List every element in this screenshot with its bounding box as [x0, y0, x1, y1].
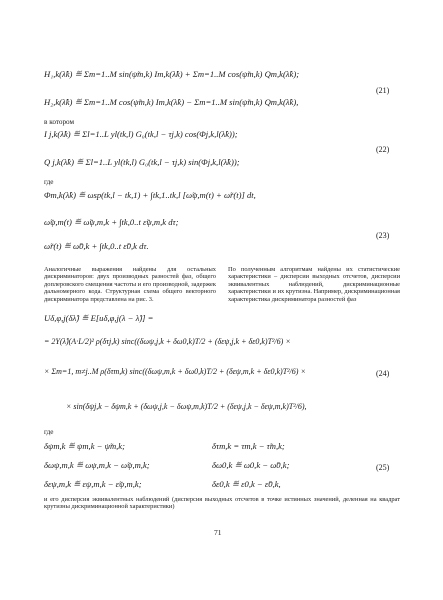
- equation-ik: I j,k(λ̂k) ≝ Σl=1..L yl(tk,l) G₀(tk,l − τj,k) cos(Φj,k,l(λ̂k));: [44, 129, 238, 139]
- left-paragraph: Аналогичные выражения найдены для остальных дискриминаторов: двух производных разностей фаз, общего доплеровского смещения частоты и его производной, задержек дальномерного кода. Структурная схема общего векторного дискриминатора представлена на рис. 3.: [44, 266, 216, 303]
- equation-u-line2: = 2Υ(λ̂)(A·L/2)² ρ(δτj,k) sinc((δωψ,j,k + δω0,k)T/2 + (δεψ,j,k + δε0,k)T²/6) ×: [44, 337, 291, 346]
- right-paragraph: По полученным алгоритмам найдены их статистические характеристики – дисперсии выходных отсчетов, дисперсии эквивалентных наблюдений, дискриминационные характеристики и их крутизна. Например, дискриминационная характеристика дискриминатора разностей фаз: [228, 266, 400, 303]
- equation-delta-psi: δψm,k ≝ ψm,k − ψ̃m,k;: [44, 441, 125, 451]
- equation-omega-psi: ω̃ψ,m(t) ≝ ω̃ψ,m,k + ∫tk,0..t ε̃ψ,m,k dτ;: [44, 217, 179, 227]
- equation-number-23: (23): [376, 231, 390, 240]
- equation-delta-tau: δτm,k = τm,k − τ̃m,k;: [212, 441, 285, 451]
- text-gde-1: где: [44, 178, 54, 186]
- closing-paragraph: и его дисперсия эквивалентных наблюдений (дисперсия выходных отсчетов в точке истинных значений, деленная на квадрат крутизны дискриминационной характеристики): [44, 496, 400, 511]
- equation-delta-eps-psi: δεψ,m,k ≝ εψ,m,k − ε̃ψ,m,k;: [44, 479, 142, 489]
- equation-h2: H₂,k(λ̂k) ≝ Σm=1..M cos(ψ̃m,k) Im,k(λ̂k) − Σm=1..M sin(ψ̃m,k) Qm,k(λ̂k),: [44, 97, 299, 107]
- equation-u-line3: × Σm=1, m≠j..M ρ(δτm,k) sinc((δωψ,m,k + δω0,k)T/2 + (δεψ,m,k + δε0,k)T²/6) ×: [44, 367, 306, 376]
- text-gde-2: где: [44, 428, 54, 436]
- equation-delta-omega-0: δω0,k ≝ ω0,k − ω̃0,k;: [212, 460, 290, 470]
- equation-number-24: (24): [376, 369, 390, 378]
- equation-delta-eps-0: δε0,k ≝ ε0,k − ε̃0,k,: [212, 479, 281, 489]
- equation-number-21: (21): [376, 86, 390, 95]
- equation-u-line4: × sin(δψj,k − δψm,k + (δωψ,j,k − δωψ,m,k)T/2 + (δεψ,j,k − δεψ,m,k)T²/6),: [66, 402, 307, 411]
- equation-number-22: (22): [376, 145, 390, 154]
- equation-h1: H₁,k(λ̂k) ≝ Σm=1..M sin(ψ̃m,k) Im,k(λ̂k) + Σm=1..M cos(ψ̃m,k) Qm,k(λ̂k);: [44, 69, 300, 79]
- equation-qk: Q j,k(λ̂k) ≝ Σl=1..L yl(tk,l) G₀(tk,l − τj,k) sin(Φj,k,l(λ̂k));: [44, 157, 240, 167]
- equation-delta-omega-psi: δωψ,m,k ≝ ωψ,m,k − ω̃ψ,m,k;: [44, 460, 150, 470]
- equation-omega-r: ω̃r(t) ≝ ω̃0,k + ∫tk,0..t ε̃0,k dτ.: [44, 241, 149, 251]
- page-number: 71: [214, 528, 222, 537]
- equation-u-line1: Uδ,φ,j(δλ̂) ≝ E[uδ,φ,j(λ − λ̂)] =: [44, 313, 154, 323]
- text-v-kotorom: в котором: [44, 118, 75, 126]
- equation-number-25: (25): [376, 463, 390, 472]
- equation-phi: Φm,k(λ̂k) ≝ ωsp(tk,l − tk,1) + ∫tk,1..tk,l [ω̃ψ,m(t) + ω̃r(t)] dt,: [44, 190, 256, 200]
